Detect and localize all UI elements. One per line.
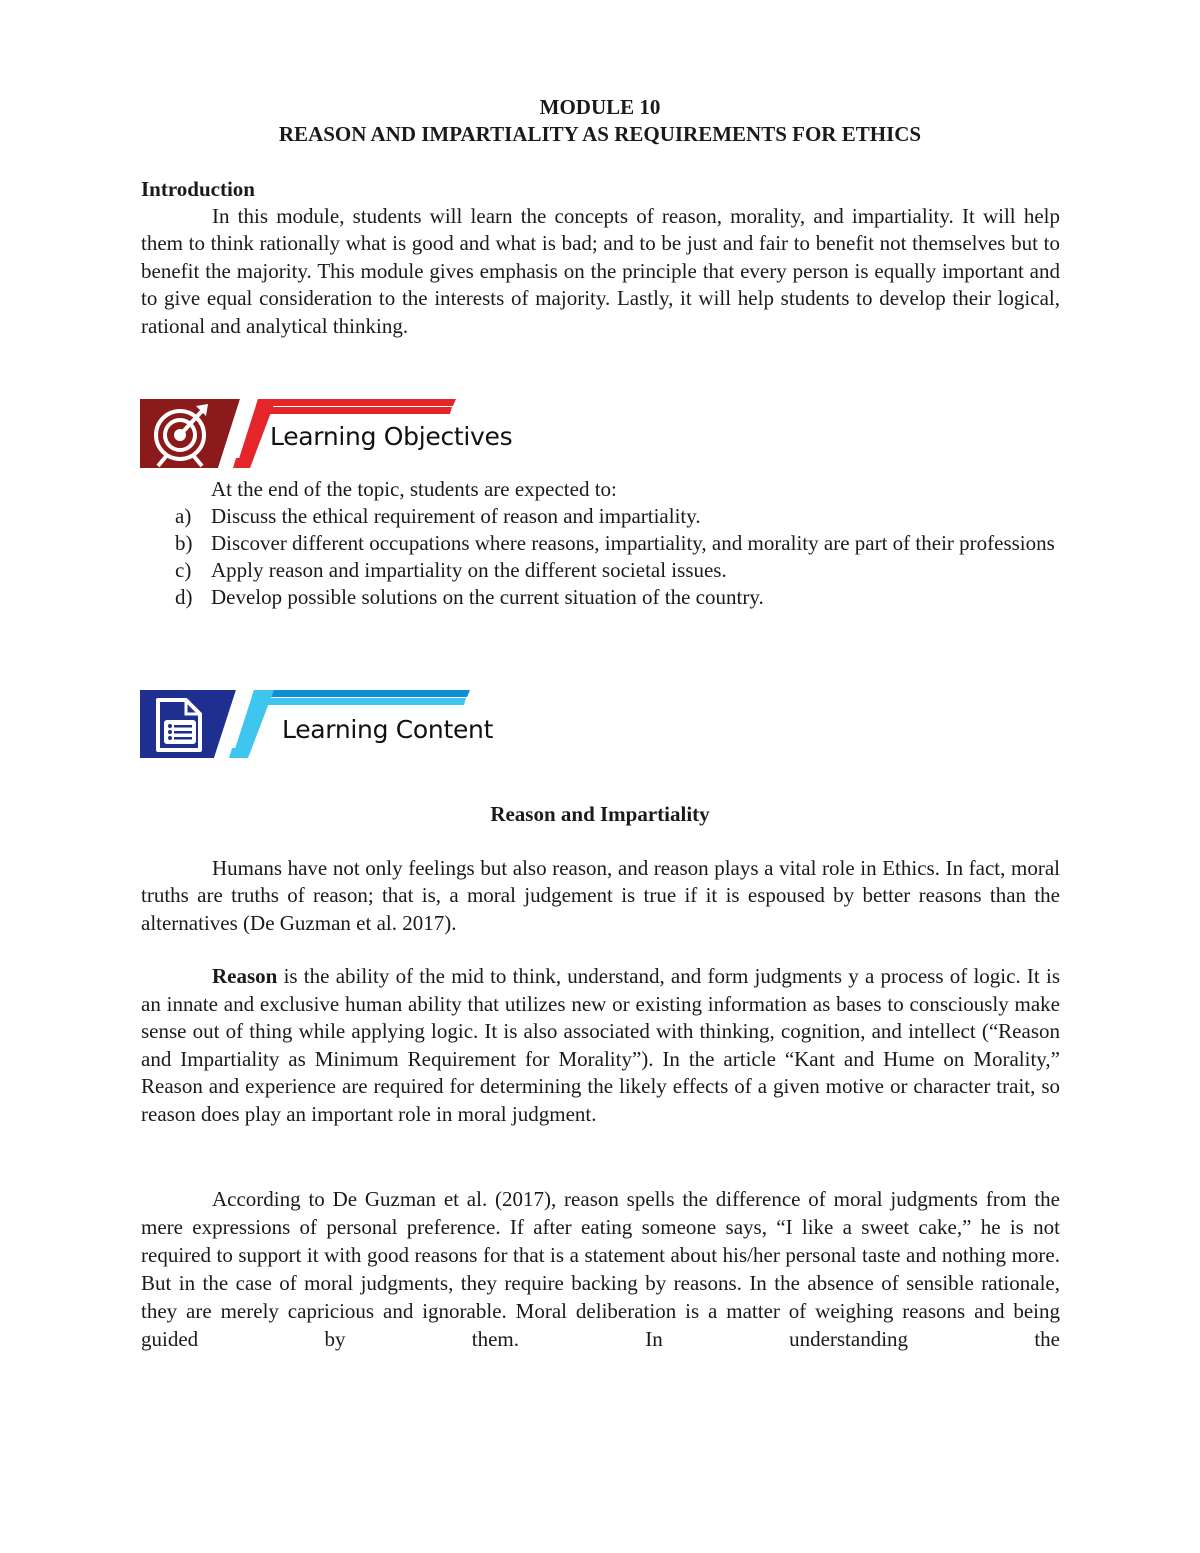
content-paragraph-2 (141, 963, 1060, 1129)
list-marker: b) (175, 531, 193, 555)
content-paragraph-1 (141, 855, 1060, 937)
list-item (175, 530, 1065, 557)
list-item (175, 557, 1065, 584)
list-item (175, 503, 1065, 530)
paragraph-text: Humans have not only feelings but also reason, and reason plays a vital role in Ethics. In fact, moral truths are truths of reason; that is, a moral judgement is true if it is espoused by better reasons than the alternatives (De Guzman et al. 2017). (141, 856, 1060, 935)
learning-content-label: Learning Content (282, 715, 494, 744)
list-item-text: Discuss the ethical requirement of reason and impartiality. (211, 504, 701, 528)
reason-term: Reason (212, 964, 278, 988)
paragraph-text: According to De Guzman et al. (2017), reason spells the difference of moral judgments from the mere expressions of personal preference. If after eating someone says, “I like a sweet cake,” he is not required to support it with good reasons for that is a statement about his/her personal taste and nothing more. But in the case of moral judgments, they require backing by reasons. In the absence of sensible rationale, they are merely capricious and ignorable. Moral deliberation is a matter of weighing reasons and being guided by them. In understanding the (141, 1187, 1060, 1351)
list-item-text: Apply reason and impartiality on the different societal issues. (211, 558, 727, 582)
module-title: REASON AND IMPARTIALITY AS REQUIREMENTS FOR ETHICS (278, 122, 922, 146)
introduction-text: In this module, students will learn the concepts of reason, morality, and impartiality. It will help them to think rationally what is good and what is bad; and to be just and fair to benefit not themselves but to benefit the majority. This module gives emphasis on the principle that every person is equally important and to give equal consideration to the interests of majority. Lastly, it will help students to develop their logical, rational and analytical thinking. (141, 204, 1060, 338)
objectives-list (175, 503, 1065, 611)
learning-objectives-banner (140, 398, 560, 470)
paragraph-text (141, 963, 1060, 1129)
list-marker: d) (175, 585, 193, 609)
section-title: Reason and Impartiality (490, 802, 710, 826)
content-paragraph-3 (141, 1185, 1060, 1353)
reason-definition: is the ability of the mid to think, understand, and form judgments y a process of logic. It is an innate and exclusive human ability that utilizes new or existing information as bases to consciously make sense out of thing while applying logic. It is also associated with thinking, cognition, and intellect (“Reason and Impartiality as Minimum Requirement for Morality”). In the article “Kant and Hume on Morality,” Reason and experience are required for determining the likely effects of a given motive or character trait, so reason does play an important role in moral judgment. (141, 964, 1060, 1126)
learning-objectives-label: Learning Objectives (270, 422, 513, 451)
list-item-text: Develop possible solutions on the current situation of the country. (211, 585, 764, 609)
list-item-text: Discover different occupations where reasons, impartiality, and morality are part of their professions (211, 531, 1055, 555)
list-marker: c) (175, 558, 192, 582)
module-number: MODULE 10 (539, 95, 661, 119)
introduction-paragraph (141, 203, 1060, 340)
list-item (175, 584, 1065, 611)
introduction-heading: Introduction (141, 177, 255, 201)
learning-content-banner (140, 690, 560, 760)
list-marker: a) (175, 504, 192, 528)
objectives-intro: At the end of the topic, students are expected to: (211, 477, 617, 501)
